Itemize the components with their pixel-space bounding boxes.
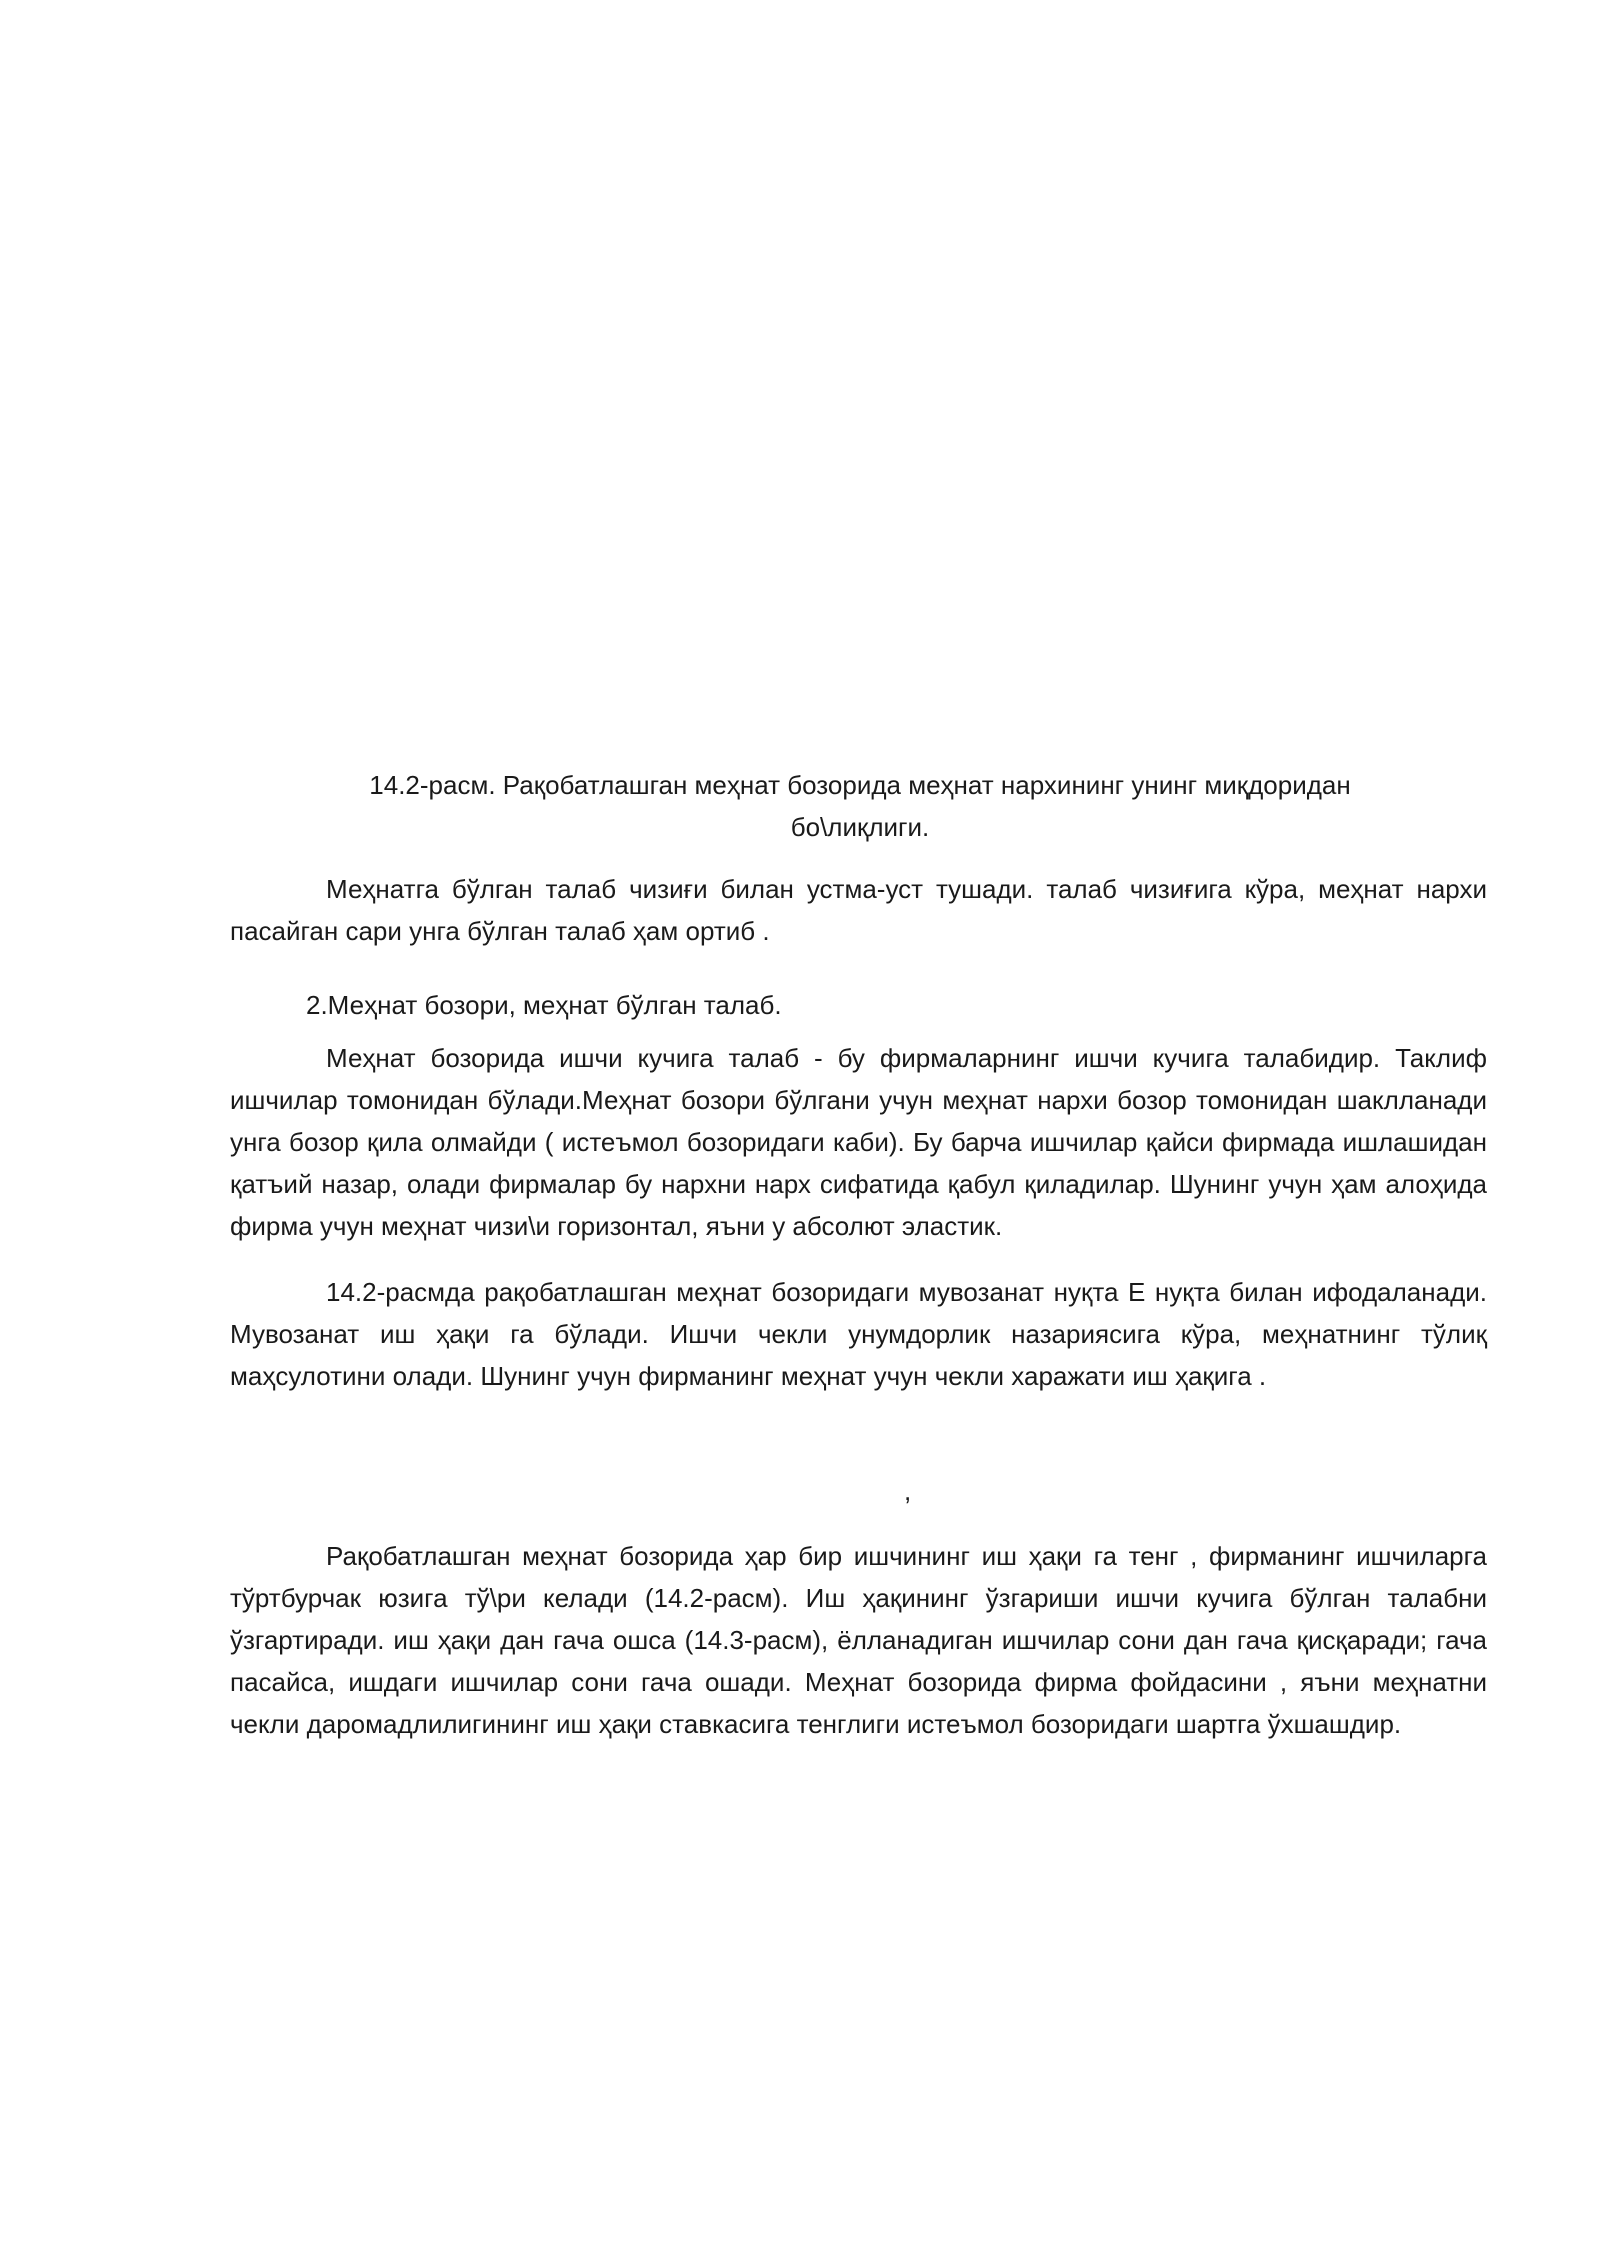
section-heading: 2.Меҳнат бозори, меҳнат бўлган талаб.: [306, 990, 782, 1020]
stray-comma: ,: [904, 1476, 912, 1506]
paragraph-labor-demand-line: Меҳнатга бўлган талаб чизиғи билан устма-уст тушади. талаб чизиғига кўра, меҳнат нархи пасайган сари унга бўлган талаб ҳам ортиб .: [230, 874, 1487, 946]
figure-caption-line-1: 14.2-расм. Рақобатлашган меҳнат бозорида меҳнат нархининг унинг миқдоридан: [369, 770, 1351, 800]
paragraph-labor-market-demand: Меҳнат бозорида ишчи кучига талаб - бу фирмаларнинг ишчи кучига талабидир. Таклиф ишчилар томонидан бўлади.Меҳнат бозори бўлгани учун меҳнат нархи бозор томонидан шаклланади унга бозор қила олмайди ( истеъмол бозоридаги каби). Бу барча ишчилар қайси фирмада ишлашидан қатъий назар, олади фирмалар бу нархни нарх сифатида қабул қиладилар. Шунинг учун ҳам алоҳида фирма учун меҳнат чизи\и горизонтал, яъни у абсолют эластик.: [230, 1043, 1487, 1241]
figure-caption: [230, 764, 1490, 848]
figure-caption-line-2: бо\лиқлиги.: [790, 812, 930, 842]
paragraph-equilibrium-point: 14.2-расмда рақобатлашган меҳнат бозоридаги мувозанат нуқта Е нуқта билан ифодаланади. Мувозанат иш ҳақи га бўлади. Ишчи чекли унумдорлик назариясига кўра, меҳнатнинг тўлиқ маҳсулотини олади. Шунинг учун фирманинг меҳнат учун чекли харажати иш ҳақига .: [230, 1277, 1487, 1391]
paragraph-wage-changes: Рақобатлашган меҳнат бозорида ҳар бир ишчининг иш ҳақи га тенг , фирманинг ишчиларга тўртбурчак юзига тў\ри келади (14.2-расм). Иш ҳақининг ўзгариши ишчи кучига бўлган талабни ўзгартиради. иш ҳақи дан гача ошса (14.3-расм), ёлланадиган ишчилар сони дан гача қисқаради; гача пасайса, ишдаги ишчилар сони гача ошади. Меҳнат бозорида фирма фойдасини , яъни меҳнатни чекли даромадлилигининг иш ҳақи ставкасига тенглиги истеъмол бозоридаги шартга ўхшашдир.: [230, 1541, 1487, 1739]
